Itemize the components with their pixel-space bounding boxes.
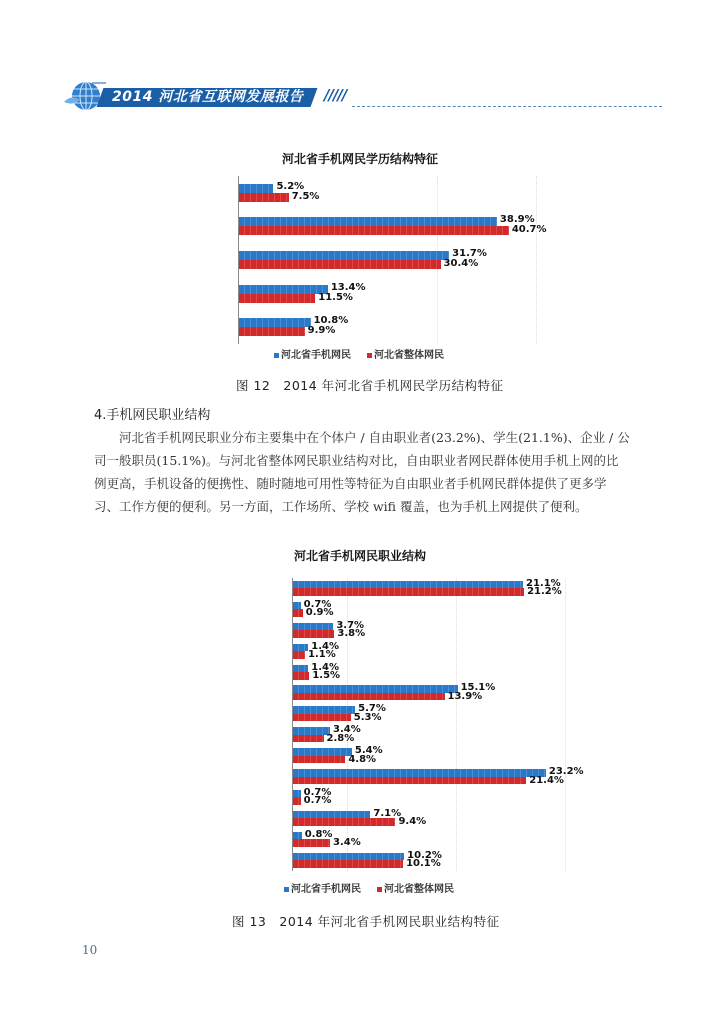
value-label-mobile: 23.2% xyxy=(548,766,584,778)
bar-mobile xyxy=(293,581,523,589)
legend-item xyxy=(377,880,454,895)
bar-overall xyxy=(293,693,445,701)
value-label-overall: 9.9% xyxy=(307,325,336,337)
bar-overall xyxy=(293,756,345,764)
legend-item xyxy=(367,346,444,361)
bar-mobile xyxy=(239,251,449,260)
header-title: 2014 河北省互联网发展报告 xyxy=(112,89,304,105)
bar-mobile xyxy=(293,644,308,652)
value-label-overall: 21.4% xyxy=(529,774,564,786)
value-label-mobile: 10.2% xyxy=(407,849,442,861)
value-label-overall: 21.2% xyxy=(527,586,562,598)
paragraph-line: 河北省手机网民职业分布主要集中在个体户 / 自由职业者(23.2%)、学生(21.1%)、企业 / 公 xyxy=(94,430,630,445)
chart-legend xyxy=(284,880,454,895)
bar-mobile xyxy=(293,602,301,610)
value-label-mobile: 5.2% xyxy=(276,180,305,192)
value-label-mobile: 31.7% xyxy=(452,248,487,259)
bar-mobile xyxy=(293,706,355,714)
body-paragraph xyxy=(94,426,664,518)
paragraph-line: 司一般职员(15.1%)。与河北省整体网民职业结构对比，自由职业者网民群体使用手机上网的比 xyxy=(94,453,619,468)
value-label-mobile: 38.9% xyxy=(499,214,535,226)
bar-mobile xyxy=(293,685,458,693)
paragraph-line: 例更高，手机设备的便携性、随时随地可用性等特征为自由职业者手机网民群体提供了更多学 xyxy=(94,476,607,491)
value-label-mobile: 0.7% xyxy=(303,786,332,798)
bar-overall xyxy=(293,672,309,680)
bar-overall xyxy=(239,193,289,202)
header-divider xyxy=(352,106,662,107)
legend-swatch-icon xyxy=(377,887,382,892)
value-label-overall: 30.4% xyxy=(443,258,479,269)
value-label-mobile: 7.1% xyxy=(373,807,402,819)
bar-mobile xyxy=(293,727,330,735)
legend-label: 河北省手机网民 xyxy=(281,350,351,361)
value-label-mobile: 13.4% xyxy=(330,281,366,293)
bar-overall xyxy=(293,588,524,596)
legend-label: 河北省整体网民 xyxy=(384,884,454,895)
bar-mobile xyxy=(293,769,546,777)
bar-overall xyxy=(293,860,403,868)
bar-mobile xyxy=(239,217,497,226)
bar-mobile xyxy=(293,665,308,673)
value-label-overall: 7.5% xyxy=(291,190,320,202)
bar-overall xyxy=(293,839,330,847)
value-label-overall: 4.8% xyxy=(348,753,377,765)
value-label-overall: 40.7% xyxy=(511,224,547,236)
legend-item xyxy=(274,346,351,361)
value-label-overall: 3.8% xyxy=(337,628,366,640)
header-decoration: ///// xyxy=(324,86,347,104)
bar-overall xyxy=(293,777,526,785)
bar-overall xyxy=(239,260,441,269)
bar-overall xyxy=(293,714,351,722)
bar-overall xyxy=(239,226,509,235)
bar-mobile xyxy=(293,832,302,840)
value-label-overall: 2.8% xyxy=(326,732,355,744)
bar-overall xyxy=(293,609,303,617)
value-label-overall: 1.5% xyxy=(312,670,341,682)
value-label-overall: 0.7% xyxy=(303,795,332,807)
legend-swatch-icon xyxy=(284,887,289,892)
value-label-mobile: 15.1% xyxy=(460,682,496,694)
report-header xyxy=(62,78,662,114)
bar-overall xyxy=(293,818,395,826)
bar-mobile xyxy=(293,623,333,631)
bar-mobile xyxy=(293,790,301,798)
value-label-overall: 13.9% xyxy=(447,690,483,702)
value-label-mobile: 0.7% xyxy=(303,598,332,610)
value-label-overall: 0.9% xyxy=(305,607,334,619)
bar-overall xyxy=(293,630,334,638)
legend-swatch-icon xyxy=(274,353,279,358)
bar-mobile xyxy=(293,748,352,756)
chart-title: 河北省手机网民职业结构 xyxy=(293,549,426,563)
bar-overall xyxy=(239,327,305,336)
legend-label: 河北省手机网民 xyxy=(291,884,361,895)
paragraph-line: 习、工作方便的便利。另一方面，工作场所、学校 wifi 覆盖，也为手机上网提供了便利。 xyxy=(94,499,588,514)
value-label-mobile: 3.7% xyxy=(336,619,365,631)
legend-item xyxy=(284,880,361,895)
bar-mobile xyxy=(239,285,328,294)
figure-caption-12: 图 12 2014 年河北省手机网民学历结构特征 xyxy=(236,378,504,393)
value-label-overall: 1.1% xyxy=(307,649,336,661)
bar-overall xyxy=(293,651,305,659)
chart-title: 河北省手机网民学历结构特征 xyxy=(281,152,438,166)
value-label-overall: 5.3% xyxy=(353,711,382,723)
value-label-overall: 10.1% xyxy=(406,858,441,870)
legend-label: 河北省整体网民 xyxy=(374,350,444,361)
value-label-overall: 3.4% xyxy=(333,837,361,849)
value-label-mobile: 0.8% xyxy=(304,828,333,840)
value-label-mobile: 1.4% xyxy=(311,661,339,673)
chart-legend xyxy=(274,346,444,361)
bar-mobile xyxy=(293,811,370,819)
gridline xyxy=(456,578,457,871)
page-number: 10 xyxy=(82,943,98,957)
bar-mobile xyxy=(239,184,273,193)
gridline xyxy=(536,176,537,344)
value-label-mobile: 10.8% xyxy=(313,315,349,327)
value-label-mobile: 21.1% xyxy=(525,577,561,589)
value-label-mobile: 5.7% xyxy=(358,703,386,715)
bar-mobile xyxy=(293,853,404,861)
figure-caption-13: 图 13 2014 年河北省手机网民职业结构特征 xyxy=(232,914,500,929)
value-label-mobile: 1.4% xyxy=(311,640,339,652)
value-label-mobile: 5.4% xyxy=(354,745,383,757)
bar-overall xyxy=(293,735,324,743)
legend-swatch-icon xyxy=(367,353,372,358)
section-heading: 4.手机网民职业结构 xyxy=(94,408,211,423)
bar-overall xyxy=(239,294,315,303)
gridline xyxy=(565,578,566,871)
value-label-overall: 9.4% xyxy=(398,816,427,828)
bar-mobile xyxy=(239,318,311,327)
bar-overall xyxy=(293,797,301,805)
value-label-mobile: 3.4% xyxy=(333,724,361,736)
value-label-overall: 11.5% xyxy=(318,291,353,303)
